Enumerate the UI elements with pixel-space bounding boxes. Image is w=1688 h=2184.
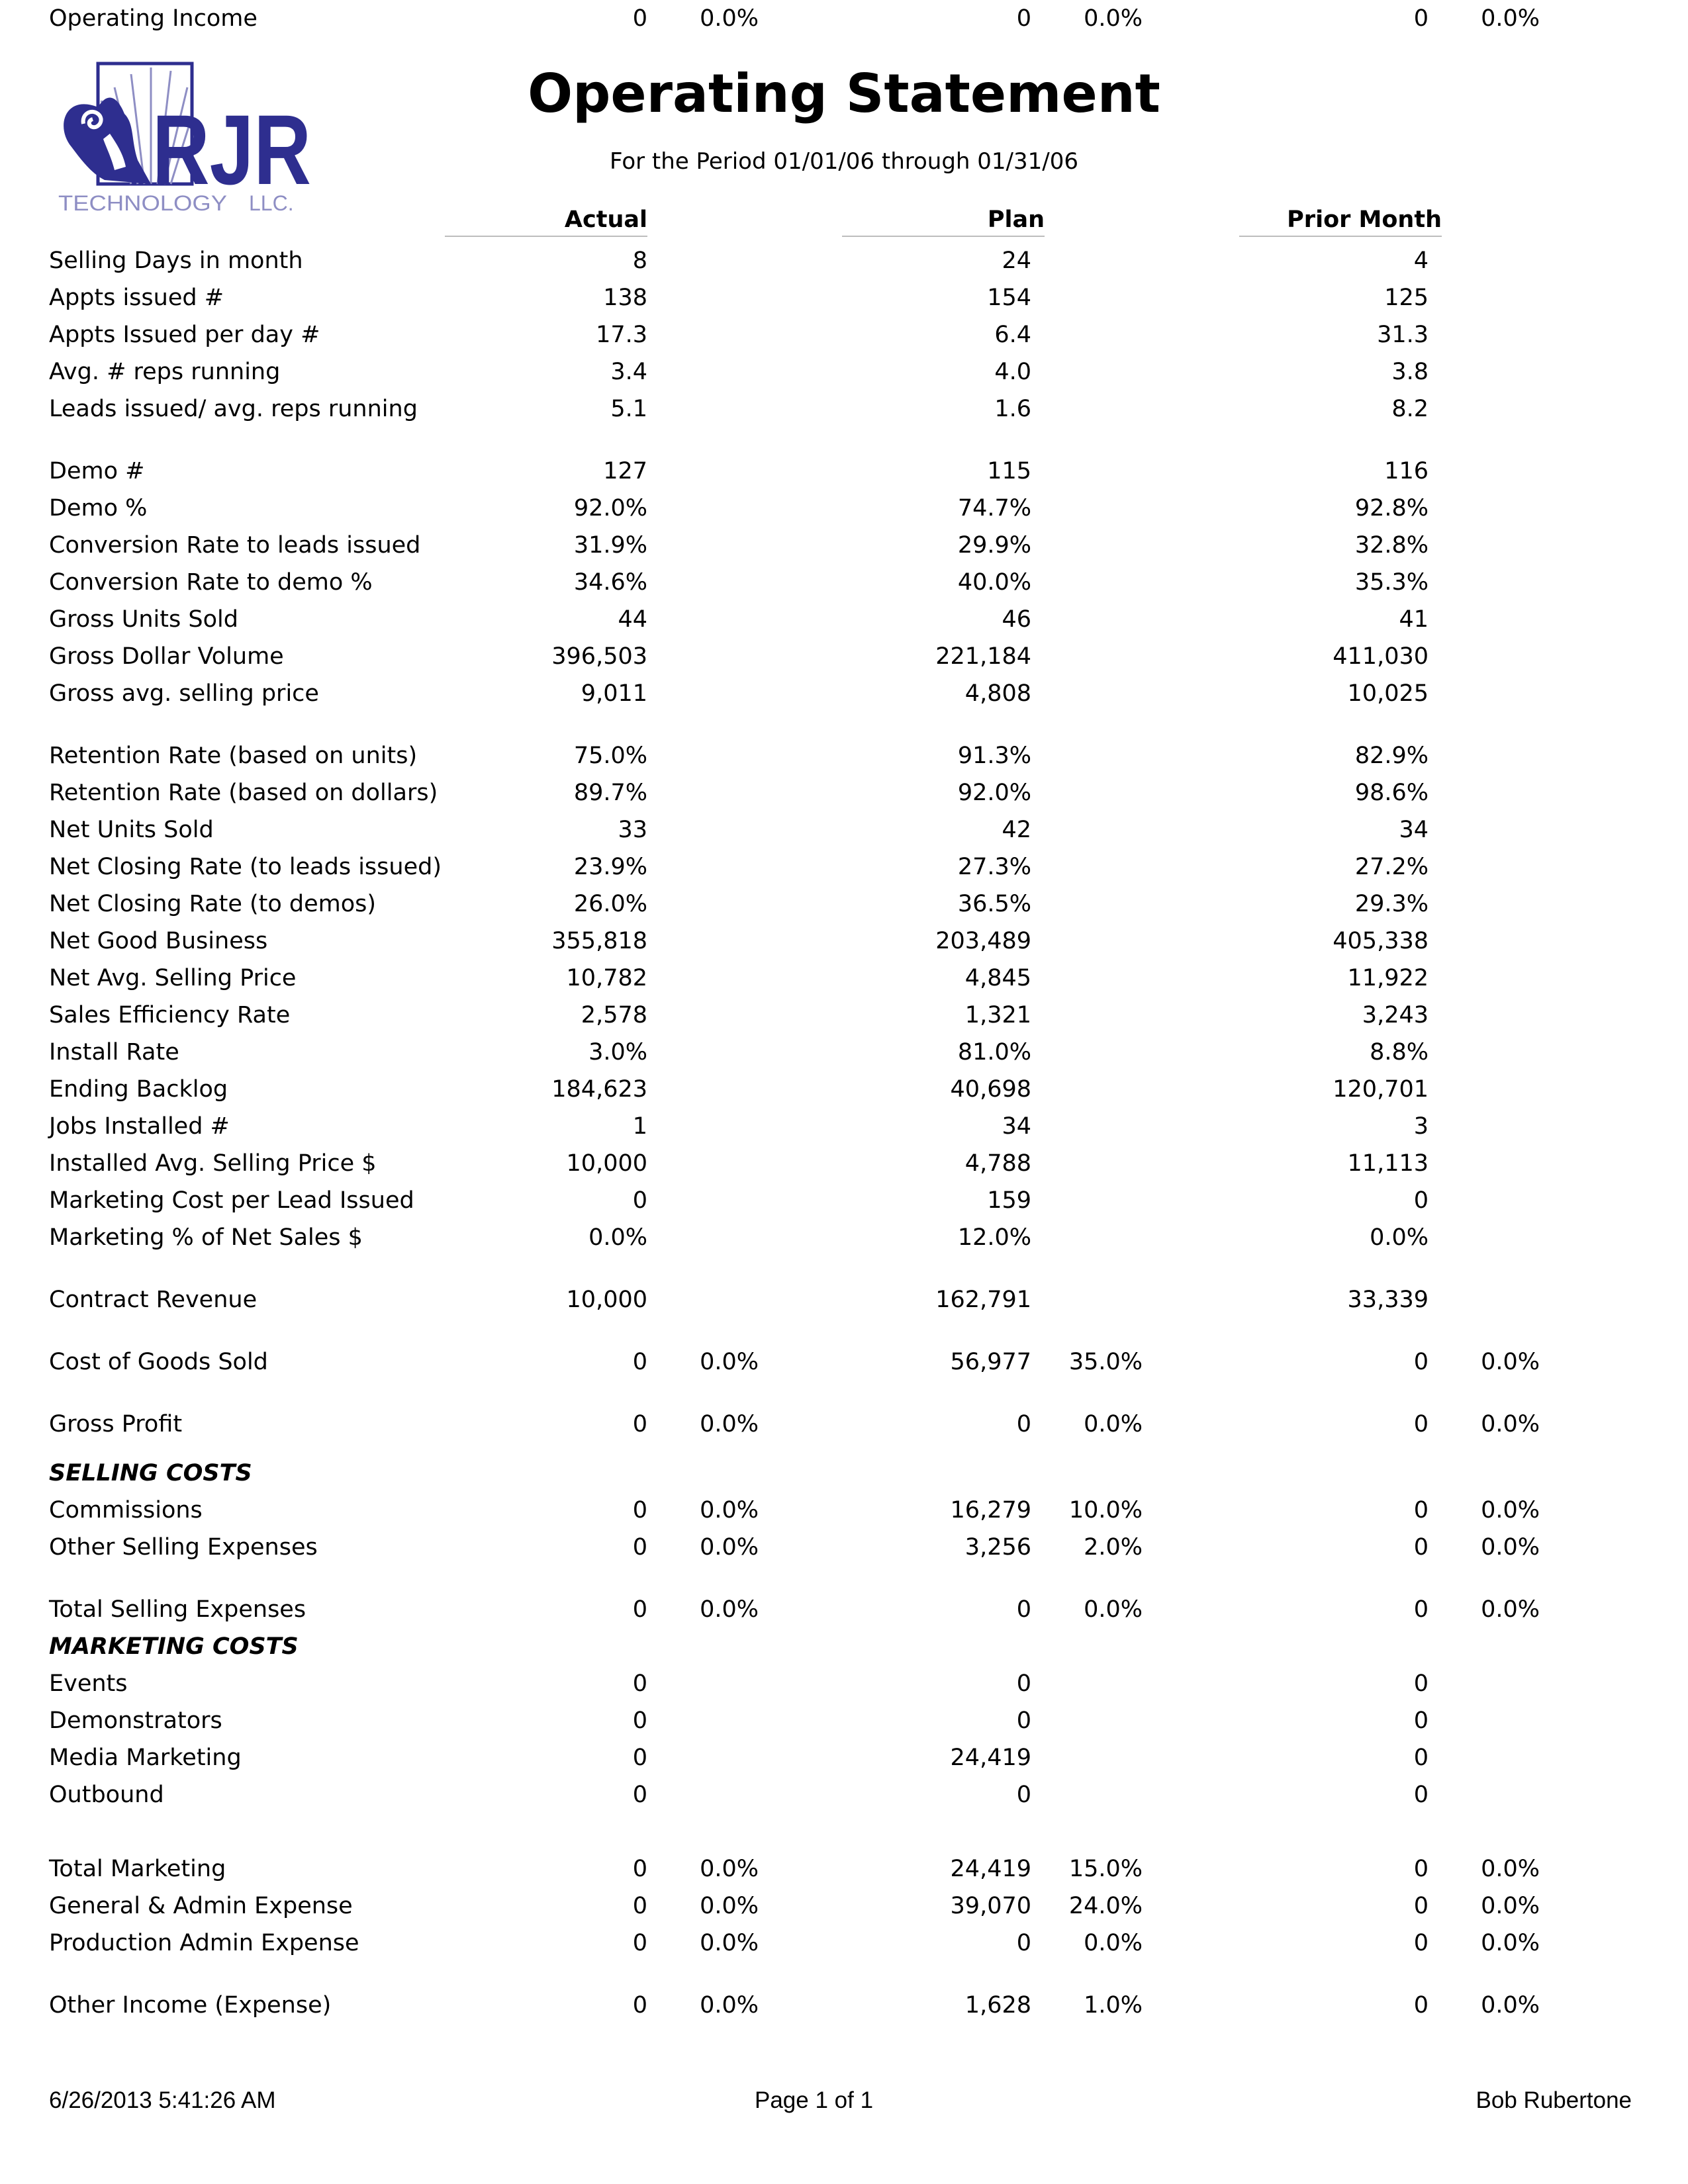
row-label: Ending Backlog <box>49 1076 228 1103</box>
cell-plan: 29.9% <box>957 532 1031 559</box>
page-title: Operating Statement <box>528 63 1160 124</box>
statement-row <box>0 1739 1688 1776</box>
statement-row <box>0 1034 1688 1071</box>
row-label: Net Good Business <box>49 928 268 954</box>
statement-row <box>0 1665 1688 1702</box>
cell-prior: 120,701 <box>1333 1076 1429 1103</box>
row-label: Gross Profit <box>49 1411 183 1437</box>
column-header-prior-month: Prior Month <box>1239 204 1442 237</box>
section-title: MARKETING COSTS <box>49 1633 299 1660</box>
statement-row <box>0 1888 1688 1925</box>
cell-plan: 36.5% <box>957 891 1031 917</box>
column-header-actual: Actual <box>445 204 647 237</box>
cell-actual: 138 <box>603 285 647 311</box>
statement-row <box>0 811 1688 848</box>
cell-actual: 0 <box>632 5 647 32</box>
row-label: Total Selling Expenses <box>49 1596 306 1623</box>
cell-actual-pct: 0.0% <box>700 5 759 32</box>
cell-actual: 0.0% <box>588 1224 647 1251</box>
page-number: Page 1 of 1 <box>755 2087 874 2113</box>
cell-actual-pct: 0.0% <box>700 1930 759 1956</box>
cell-prior: 8.2 <box>1391 396 1429 422</box>
cell-plan: 3,256 <box>964 1534 1031 1561</box>
row-label: Gross Units Sold <box>49 606 238 633</box>
row-label: Gross avg. selling price <box>49 680 319 707</box>
logo-subtitle: TECHNOLOGY <box>58 191 227 215</box>
section-title: SELLING COSTS <box>49 1460 252 1486</box>
cell-actual: 17.3 <box>596 322 647 348</box>
statement-row <box>0 774 1688 811</box>
cell-prior: 31.3 <box>1377 322 1429 348</box>
section-heading <box>0 1628 1688 1665</box>
cell-actual: 10,000 <box>566 1150 647 1177</box>
cell-plan: 74.7% <box>957 495 1031 522</box>
cell-actual-pct: 0.0% <box>700 1411 759 1437</box>
cell-actual: 0 <box>632 1596 647 1623</box>
print-timestamp: 6/26/2013 5:41:26 AM <box>49 2087 276 2113</box>
cell-plan: 42 <box>1002 817 1031 843</box>
cell-prior-pct: 0.0% <box>1481 1534 1540 1561</box>
cell-plan: 16,279 <box>950 1497 1031 1524</box>
cell-plan: 0 <box>1016 1707 1031 1734</box>
cell-plan-pct: 0.0% <box>1084 5 1143 32</box>
statement-row <box>0 886 1688 923</box>
cell-plan: 221,184 <box>935 643 1031 670</box>
statement-row <box>0 1591 1688 1628</box>
row-label: Contract Revenue <box>49 1287 258 1313</box>
cell-prior: 0 <box>1413 1670 1429 1697</box>
cell-actual: 0 <box>632 1856 647 1882</box>
cell-actual: 0 <box>632 1497 647 1524</box>
cell-plan: 4.0 <box>994 359 1031 385</box>
cell-plan-pct: 24.0% <box>1068 1893 1143 1919</box>
cell-plan: 24 <box>1002 248 1031 274</box>
cell-actual: 0 <box>632 1782 647 1808</box>
statement-row <box>0 1492 1688 1529</box>
row-label: Total Marketing <box>49 1856 226 1882</box>
cell-actual: 10,000 <box>566 1287 647 1313</box>
cell-prior: 0 <box>1413 1497 1429 1524</box>
cell-prior-pct: 0.0% <box>1481 1856 1540 1882</box>
cell-actual: 3.4 <box>610 359 647 385</box>
cell-plan-pct: 2.0% <box>1084 1534 1143 1561</box>
row-label: Retention Rate (based on dollars) <box>49 780 438 806</box>
cell-prior: 0 <box>1413 1349 1429 1375</box>
statement-row <box>0 1343 1688 1381</box>
row-label: Marketing Cost per Lead Issued <box>49 1187 414 1214</box>
cell-actual-pct: 0.0% <box>700 1497 759 1524</box>
cell-prior: 3.8 <box>1391 359 1429 385</box>
cell-prior: 34 <box>1399 817 1429 843</box>
cell-prior: 0 <box>1413 1745 1429 1771</box>
cell-actual: 34.6% <box>573 569 647 596</box>
cell-prior-pct: 0.0% <box>1481 1930 1540 1956</box>
cell-actual-pct: 0.0% <box>700 1349 759 1375</box>
cell-prior: 125 <box>1384 285 1429 311</box>
statement-row <box>0 1406 1688 1443</box>
statement-row <box>0 923 1688 960</box>
cell-plan: 0 <box>1016 5 1031 32</box>
printed-by: Bob Rubertone <box>1476 2087 1632 2113</box>
statement-row <box>0 390 1688 428</box>
cell-prior: 0 <box>1413 1992 1429 2019</box>
cell-actual-pct: 0.0% <box>700 1992 759 2019</box>
cell-plan: 24,419 <box>950 1856 1031 1882</box>
row-label: Retention Rate (based on units) <box>49 743 418 769</box>
cell-actual-pct: 0.0% <box>700 1534 759 1561</box>
cell-prior: 0 <box>1413 1893 1429 1919</box>
cell-actual: 0 <box>632 1670 647 1697</box>
row-label: Conversion Rate to demo % <box>49 569 373 596</box>
cell-plan: 27.3% <box>957 854 1031 880</box>
cell-actual: 0 <box>632 1411 647 1437</box>
row-label: Production Admin Expense <box>49 1930 359 1956</box>
cell-prior: 32.8% <box>1354 532 1429 559</box>
statement-row <box>0 1776 1688 1813</box>
cell-plan: 0 <box>1016 1782 1031 1808</box>
row-label: Commissions <box>49 1497 203 1524</box>
row-label: Sales Efficiency Rate <box>49 1002 291 1028</box>
cell-prior: 41 <box>1399 606 1429 633</box>
cell-actual: 9,011 <box>581 680 647 707</box>
cell-plan-pct: 35.0% <box>1068 1349 1143 1375</box>
statement-row <box>0 1108 1688 1145</box>
cell-prior: 0 <box>1413 1534 1429 1561</box>
statement-row <box>0 737 1688 774</box>
row-label: Cost of Goods Sold <box>49 1349 268 1375</box>
cell-plan-pct: 0.0% <box>1084 1596 1143 1623</box>
cell-actual: 0 <box>632 1187 647 1214</box>
cell-prior: 82.9% <box>1354 743 1429 769</box>
statement-row <box>0 1702 1688 1739</box>
cell-plan: 0 <box>1016 1596 1031 1623</box>
cell-plan: 46 <box>1002 606 1031 633</box>
cell-plan-pct: 15.0% <box>1068 1856 1143 1882</box>
row-label: Other Selling Expenses <box>49 1534 318 1561</box>
cell-plan: 24,419 <box>950 1745 1031 1771</box>
cell-actual: 396,503 <box>551 643 647 670</box>
cell-prior: 405,338 <box>1333 928 1429 954</box>
statement-row <box>0 638 1688 675</box>
cell-prior: 411,030 <box>1333 643 1429 670</box>
cell-actual: 44 <box>618 606 647 633</box>
statement-row <box>0 353 1688 390</box>
row-label: Jobs Installed # <box>49 1113 230 1140</box>
statement-row <box>0 279 1688 316</box>
statement-row <box>0 848 1688 886</box>
cell-plan: 81.0% <box>957 1039 1031 1066</box>
row-label: Avg. # reps running <box>49 359 281 385</box>
statement-row <box>0 316 1688 353</box>
row-label: Outbound <box>49 1782 164 1808</box>
row-label: Install Rate <box>49 1039 179 1066</box>
cell-actual: 0 <box>632 1992 647 2019</box>
cell-prior: 11,113 <box>1347 1150 1429 1177</box>
cell-actual-pct: 0.0% <box>700 1856 759 1882</box>
cell-plan: 162,791 <box>935 1287 1031 1313</box>
cell-plan: 6.4 <box>994 322 1031 348</box>
cell-actual: 75.0% <box>573 743 647 769</box>
cell-prior: 27.2% <box>1354 854 1429 880</box>
statement-row <box>0 527 1688 564</box>
row-label: Net Units Sold <box>49 817 214 843</box>
row-label: Net Closing Rate (to leads issued) <box>49 854 442 880</box>
statement-row <box>0 0 1688 37</box>
row-label: Media Marketing <box>49 1745 242 1771</box>
cell-actual: 3.0% <box>588 1039 647 1066</box>
row-label: Operating Income <box>49 5 258 32</box>
row-label: Installed Avg. Selling Price $ <box>49 1150 377 1177</box>
row-label: Demonstrators <box>49 1707 222 1734</box>
row-label: Selling Days in month <box>49 248 303 274</box>
cell-actual: 0 <box>632 1534 647 1561</box>
cell-plan: 0 <box>1016 1411 1031 1437</box>
cell-plan-pct: 1.0% <box>1084 1992 1143 2019</box>
row-label: Appts Issued per day # <box>49 322 320 348</box>
cell-plan: 154 <box>987 285 1031 311</box>
cell-plan: 39,070 <box>950 1893 1031 1919</box>
row-label: Demo % <box>49 495 148 522</box>
cell-prior: 92.8% <box>1354 495 1429 522</box>
cell-actual: 355,818 <box>551 928 647 954</box>
cell-prior: 8.8% <box>1370 1039 1429 1066</box>
cell-actual: 33 <box>618 817 647 843</box>
row-label: Gross Dollar Volume <box>49 643 284 670</box>
cell-plan: 4,845 <box>964 965 1031 991</box>
cell-prior: 0 <box>1413 5 1429 32</box>
row-label: General & Admin Expense <box>49 1893 353 1919</box>
cell-actual: 8 <box>632 248 647 274</box>
row-label: Leads issued/ avg. reps running <box>49 396 418 422</box>
statement-row <box>0 1987 1688 2024</box>
statement-row <box>0 1850 1688 1888</box>
statement-row <box>0 1925 1688 1962</box>
cell-plan: 0 <box>1016 1670 1031 1697</box>
column-header-plan: Plan <box>842 204 1045 237</box>
period-range: For the Period 01/01/06 through 01/31/06 <box>610 148 1078 175</box>
cell-prior: 3 <box>1413 1113 1429 1140</box>
cell-actual: 26.0% <box>573 891 647 917</box>
cell-prior: 0 <box>1413 1411 1429 1437</box>
statement-row <box>0 1219 1688 1256</box>
statement-row <box>0 1145 1688 1182</box>
cell-actual: 0 <box>632 1349 647 1375</box>
row-label: Events <box>49 1670 128 1697</box>
cell-prior: 0 <box>1413 1930 1429 1956</box>
section-heading <box>0 1455 1688 1492</box>
cell-prior: 0 <box>1413 1187 1429 1214</box>
cell-prior: 0 <box>1413 1782 1429 1808</box>
cell-actual: 184,623 <box>551 1076 647 1103</box>
cell-prior: 0 <box>1413 1596 1429 1623</box>
cell-actual: 92.0% <box>573 495 647 522</box>
cell-plan: 12.0% <box>957 1224 1031 1251</box>
cell-plan: 4,788 <box>964 1150 1031 1177</box>
cell-plan-pct: 0.0% <box>1084 1930 1143 1956</box>
statement-row <box>0 1071 1688 1108</box>
row-label: Conversion Rate to leads issued <box>49 532 421 559</box>
cell-plan: 115 <box>987 458 1031 484</box>
cell-prior-pct: 0.0% <box>1481 1893 1540 1919</box>
cell-prior: 0 <box>1413 1707 1429 1734</box>
cell-prior-pct: 0.0% <box>1481 1992 1540 2019</box>
cell-plan: 203,489 <box>935 928 1031 954</box>
row-label: Marketing % of Net Sales $ <box>49 1224 363 1251</box>
logo-letters: RJR <box>152 94 311 205</box>
cell-plan: 91.3% <box>957 743 1031 769</box>
statement-row <box>0 601 1688 638</box>
row-label: Demo # <box>49 458 145 484</box>
cell-plan: 1.6 <box>994 396 1031 422</box>
cell-actual: 2,578 <box>581 1002 647 1028</box>
cell-prior: 4 <box>1413 248 1429 274</box>
statement-row <box>0 490 1688 527</box>
statement-row <box>0 453 1688 490</box>
cell-actual: 5.1 <box>610 396 647 422</box>
cell-prior: 3,243 <box>1362 1002 1429 1028</box>
cell-plan-pct: 0.0% <box>1084 1411 1143 1437</box>
cell-prior-pct: 0.0% <box>1481 1596 1540 1623</box>
cell-plan: 40.0% <box>957 569 1031 596</box>
cell-plan: 4,808 <box>964 680 1031 707</box>
cell-plan-pct: 10.0% <box>1068 1497 1143 1524</box>
cell-prior-pct: 0.0% <box>1481 1497 1540 1524</box>
cell-prior: 0.0% <box>1370 1224 1429 1251</box>
cell-prior: 33,339 <box>1347 1287 1429 1313</box>
statement-row <box>0 1529 1688 1566</box>
cell-actual: 89.7% <box>573 780 647 806</box>
cell-plan: 56,977 <box>950 1349 1031 1375</box>
cell-plan: 1,628 <box>964 1992 1031 2019</box>
cell-actual: 1 <box>632 1113 647 1140</box>
row-label: Net Avg. Selling Price <box>49 965 297 991</box>
cell-plan: 0 <box>1016 1930 1031 1956</box>
cell-actual: 0 <box>632 1893 647 1919</box>
cell-actual-pct: 0.0% <box>700 1893 759 1919</box>
statement-row <box>0 1182 1688 1219</box>
cell-actual: 127 <box>603 458 647 484</box>
cell-actual: 23.9% <box>573 854 647 880</box>
row-label: Other Income (Expense) <box>49 1992 332 2019</box>
cell-prior: 98.6% <box>1354 780 1429 806</box>
statement-row <box>0 675 1688 712</box>
statement-row <box>0 564 1688 601</box>
cell-actual: 0 <box>632 1745 647 1771</box>
statement-row <box>0 960 1688 997</box>
statement-row <box>0 997 1688 1034</box>
cell-actual: 0 <box>632 1707 647 1734</box>
cell-actual: 10,782 <box>566 965 647 991</box>
cell-prior: 35.3% <box>1354 569 1429 596</box>
cell-plan: 92.0% <box>957 780 1031 806</box>
cell-actual: 0 <box>632 1930 647 1956</box>
cell-plan: 34 <box>1002 1113 1031 1140</box>
cell-actual-pct: 0.0% <box>700 1596 759 1623</box>
logo-suffix: LLC. <box>249 191 294 215</box>
cell-prior-pct: 0.0% <box>1481 1411 1540 1437</box>
cell-prior: 10,025 <box>1347 680 1429 707</box>
cell-plan: 1,321 <box>964 1002 1031 1028</box>
cell-prior: 29.3% <box>1354 891 1429 917</box>
cell-prior: 11,922 <box>1347 965 1429 991</box>
cell-actual: 31.9% <box>573 532 647 559</box>
statement-row <box>0 1281 1688 1318</box>
cell-prior: 116 <box>1384 458 1429 484</box>
cell-plan: 40,698 <box>950 1076 1031 1103</box>
cell-prior: 0 <box>1413 1856 1429 1882</box>
cell-prior-pct: 0.0% <box>1481 5 1540 32</box>
row-label: Appts issued # <box>49 285 224 311</box>
statement-row <box>0 242 1688 279</box>
cell-prior-pct: 0.0% <box>1481 1349 1540 1375</box>
page-footer <box>0 2086 1688 2115</box>
row-label: Net Closing Rate (to demos) <box>49 891 377 917</box>
cell-plan: 159 <box>987 1187 1031 1214</box>
